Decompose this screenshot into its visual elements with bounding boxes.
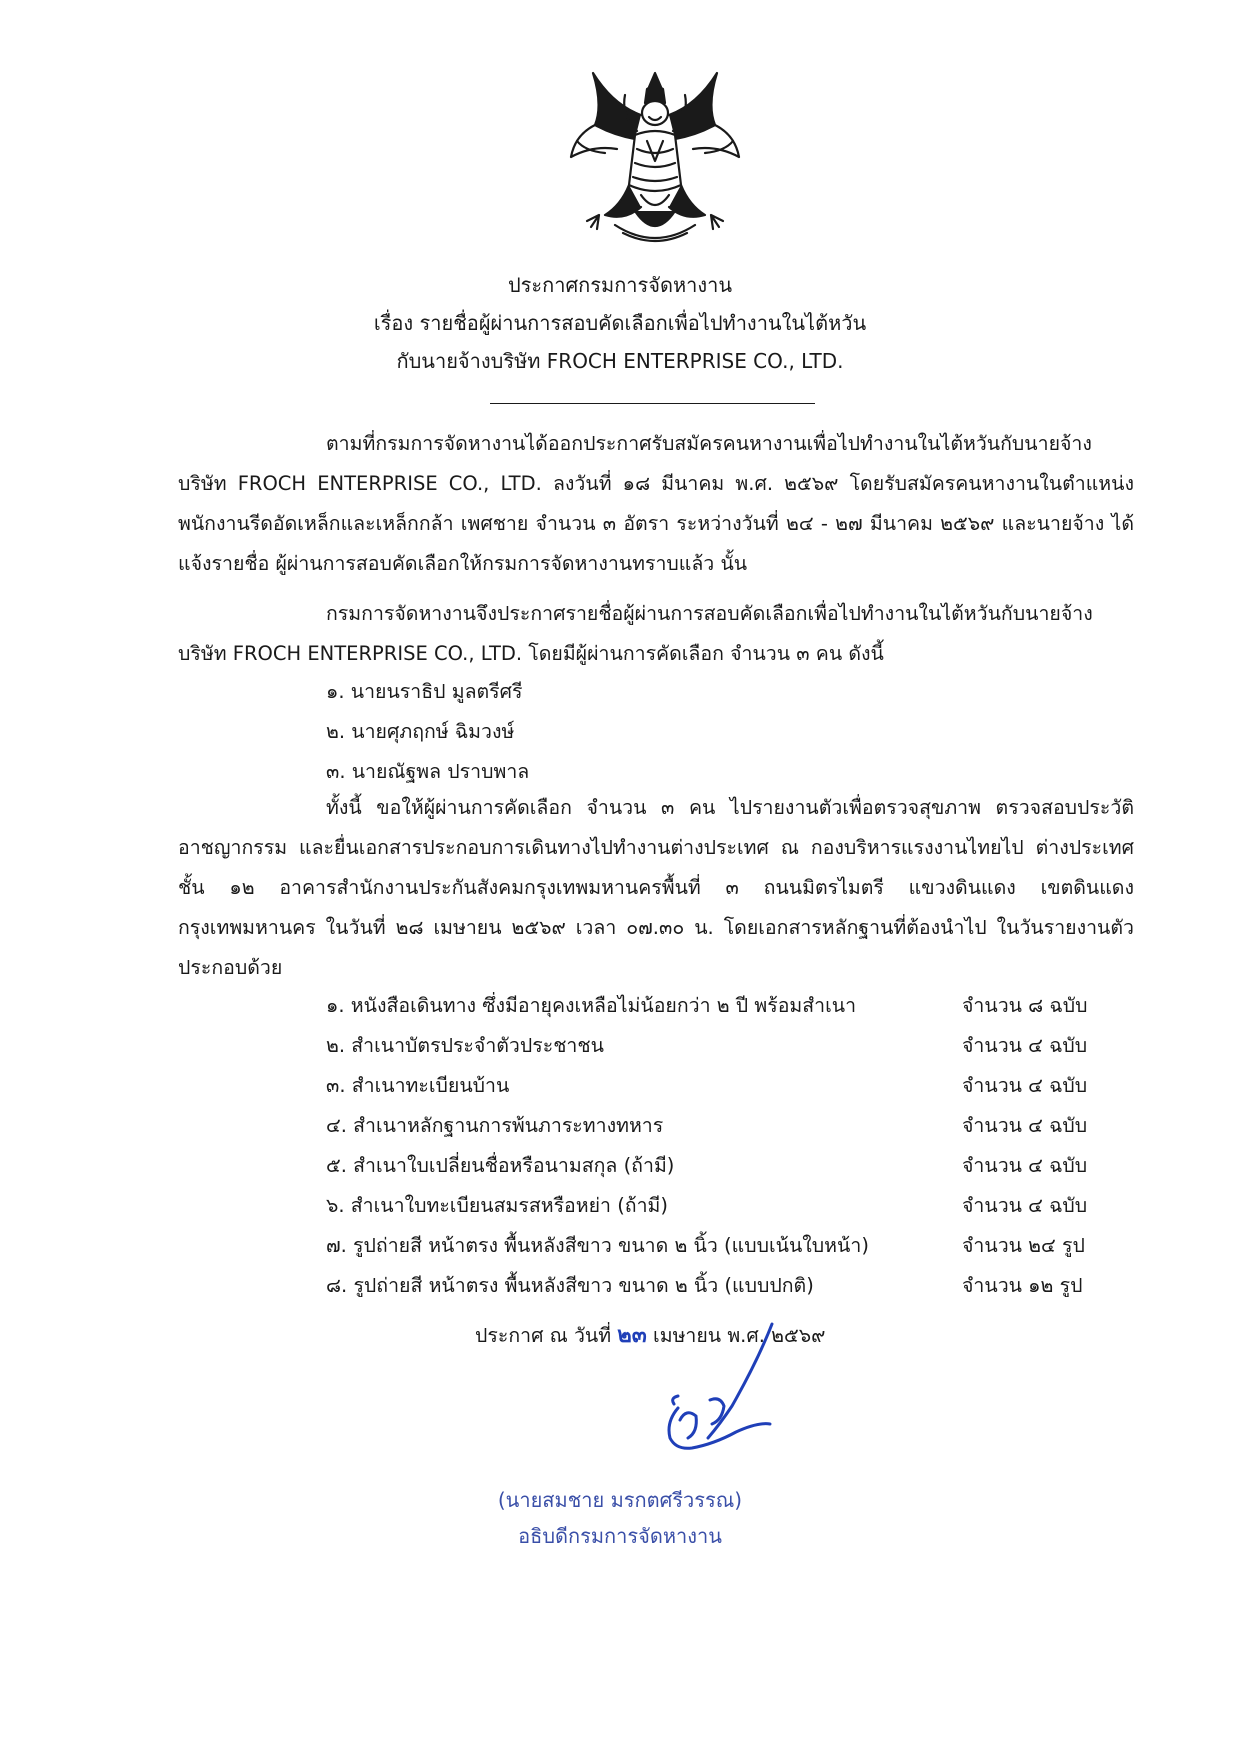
document-item-count: จำนวน ๔ ฉบับ xyxy=(962,1154,1088,1177)
date-day-handwritten: ๒๓ xyxy=(617,1323,647,1348)
document-item-count: จำนวน ๔ ฉบับ xyxy=(962,1114,1088,1137)
document-item-text: ๔. สำเนาหลักฐานการพ้นภาระทางทหาร xyxy=(326,1114,664,1137)
signer-title: อธิบดีกรมการจัดหางาน xyxy=(518,1524,722,1548)
paragraph-2 xyxy=(178,594,1134,674)
header-divider xyxy=(490,403,815,404)
passed-candidate-1: ๑. นายนราธิป มูลตรีศรี xyxy=(326,680,523,703)
document-item-text: ๓. สำเนาทะเบียนบ้าน xyxy=(326,1074,510,1097)
document-item-text: ๗. รูปถ่ายสี หน้าตรง พื้นหลังสีขาว ขนาด ๒ นิ้ว (แบบเน้นใบหน้า) xyxy=(326,1234,869,1257)
document-item-text: ๖. สำเนาใบทะเบียนสมรสหรือหย่า (ถ้ามี) xyxy=(326,1194,669,1217)
signer-name: (นายสมชาย มรกตศรีวรรณ) xyxy=(497,1488,743,1512)
document-item-count: จำนวน ๔ ฉบับ xyxy=(962,1194,1088,1217)
document-item-text: ๘. รูปถ่ายสี หน้าตรง พื้นหลังสีขาว ขนาด ๒ นิ้ว (แบบปกติ) xyxy=(326,1274,814,1297)
document-item-count: จำนวน ๔ ฉบับ xyxy=(962,1034,1088,1057)
garuda-emblem-icon xyxy=(565,65,745,253)
header-line-2: เรื่อง รายชื่อผู้ผ่านการสอบคัดเลือกเพื่อไปทำงานในไต้หวัน xyxy=(373,311,867,335)
document-item-text: ๒. สำเนาบัตรประจำตัวประชาชน xyxy=(326,1034,604,1057)
document-item-count: จำนวน ๘ ฉบับ xyxy=(962,994,1088,1017)
document-item-count: จำนวน ๑๒ รูป xyxy=(962,1274,1083,1297)
passed-candidate-3: ๓. นายณัฐพล ปราบพาล xyxy=(326,760,530,783)
document-item-text: ๑. หนังสือเดินทาง ซึ่งมีอายุคงเหลือไม่น้อยกว่า ๒ ปี พร้อมสำเนา xyxy=(326,994,857,1017)
document-item-count: จำนวน ๔ ฉบับ xyxy=(962,1074,1088,1097)
paragraph-2-text: กรมการจัดหางานจึงประกาศรายชื่อผู้ผ่านการสอบคัดเลือกเพื่อไปทำงานในไต้หวันกับนายจ้าง บริษัท FROCH ENTERPRISE CO., LTD. โดยมีผู้ผ่านการคัดเลือก จำนวน ๓ คน ดังนี้ xyxy=(178,602,1093,665)
passed-candidate-2: ๒. นายศุภฤกษ์ ฉิมวงษ์ xyxy=(326,720,515,743)
document-item-count: จำนวน ๒๔ รูป xyxy=(962,1234,1085,1257)
paragraph-1-text: ตามที่กรมการจัดหางานได้ออกประกาศรับสมัครคนหางานเพื่อไปทำงานในไต้หวันกับนายจ้าง บริษัท FROCH ENTERPRISE CO., LTD. ลงวันที่ ๑๘ มีนาคม พ.ศ. ๒๕๖๙ โดยรับสมัครคนหางานในตำแหน่ง พนักงานรีดอัดเหล็กและเหล็กกล้า เพศชาย จำนวน ๓ อัตรา ระหว่างวันที่ ๒๔ - ๒๗ มีนาคม ๒๕๖๙ และนายจ้าง ได้แจ้งรายชื่อ ผู้ผ่านการสอบคัดเลือกให้กรมการจัดหางานทราบแล้ว นั้น xyxy=(178,432,1134,575)
date-prefix: ประกาศ ณ วันที่ xyxy=(475,1324,612,1347)
paragraph-3 xyxy=(178,788,1134,988)
paragraph-3-text: ทั้งนี้ ขอให้ผู้ผ่านการคัดเลือก จำนวน ๓ คน ไปรายงานตัวเพื่อตรวจสุขภาพ ตรวจสอบประวัติ อาชญากรรม และยื่นเอกสารประกอบการเดินทางไปทำงานต่างประเทศ ณ กองบริหารแรงงานไทยไป ต่างประเทศ ชั้น ๑๒ อาคารสำนักงานประกันสังคมกรุงเทพมหานครพื้นที่ ๓ ถนนมิตรไมตรี แขวงดินแดง เขตดินแดง กรุงเทพมหานคร ในวันที่ ๒๘ เมษายน ๒๕๖๙ เวลา ๐๗.๓๐ น. โดยเอกสารหลักฐานที่ต้องนำไป ในวันรายงานตัว ประกอบด้วย xyxy=(178,796,1134,979)
header-line-1: ประกาศกรมการจัดหางาน xyxy=(507,273,733,297)
handwritten-signature xyxy=(640,1320,780,1460)
date-suffix: เมษายน พ.ศ. ๒๕๖๙ xyxy=(653,1324,826,1347)
document-item-text: ๕. สำเนาใบเปลี่ยนชื่อหรือนามสกุล (ถ้ามี) xyxy=(326,1154,675,1177)
announcement-header xyxy=(0,266,1240,380)
paragraph-1 xyxy=(178,424,1134,584)
header-line-3: กับนายจ้างบริษัท FROCH ENTERPRISE CO., LTD. xyxy=(396,349,844,373)
